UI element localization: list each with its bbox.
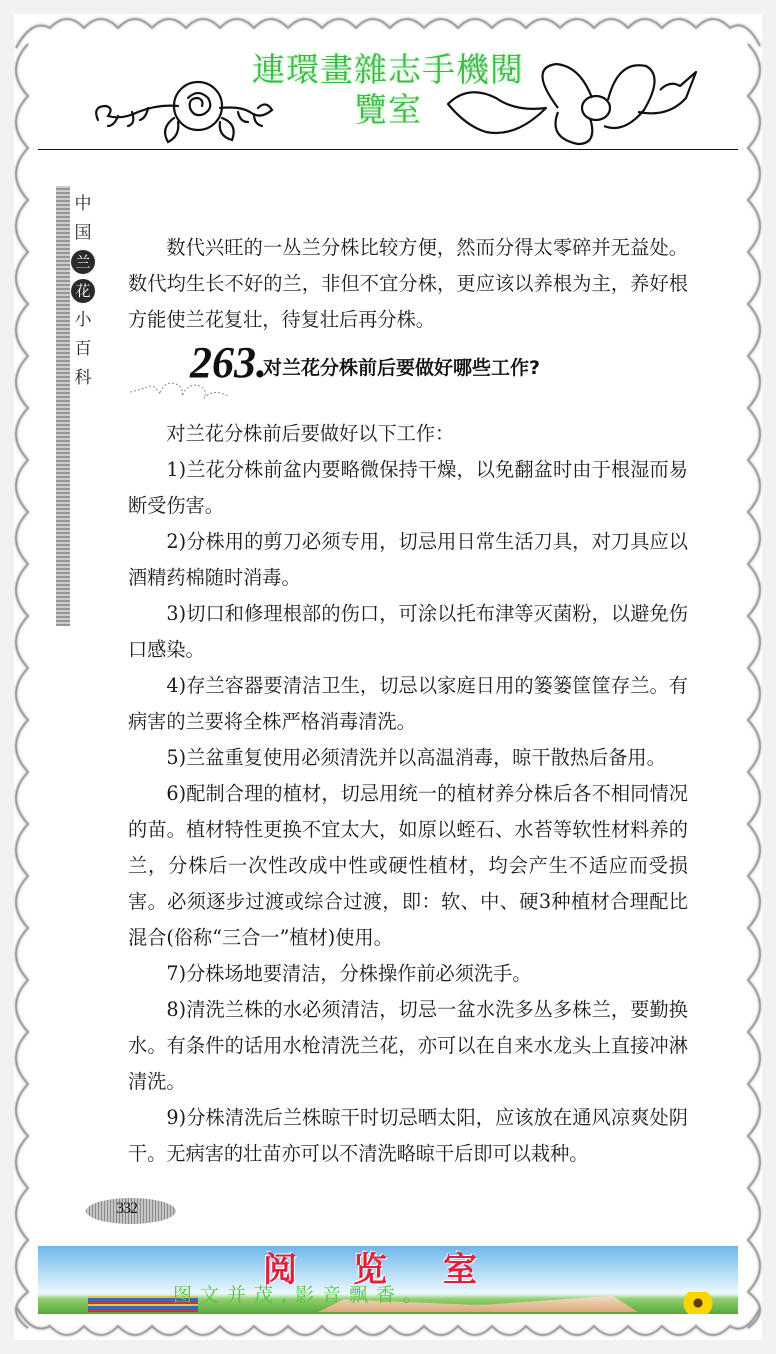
question-title: 对兰花分株前后要做好哪些工作? xyxy=(263,357,541,379)
list-item: 6)配制合理的植材，切忌用统一的植材养分株后各不相同情况的苗。植材特性更换不宜太大，如原以蛭石、水苔等软性材料养的兰，分株后一次性改成中性或硬性植材，均会产生不适应而受损害。必须逐步过渡或综合过渡，即：软、中、硬3种植材合理配比混合(俗称“三合一”植材)使用。 xyxy=(128,782,688,949)
banner-title: 阅览室 xyxy=(263,1250,533,1290)
series-char: 小 xyxy=(74,310,92,330)
list-item: 7)分株场地要清洁，分株操作前必须洗手。 xyxy=(166,962,532,985)
series-char-highlight: 兰 xyxy=(71,250,95,274)
list-item: 4)存兰容器要清洁卫生，切忌以家庭日用的篓篓筐筐存兰。有病害的兰要将全株严格消毒清洗。 xyxy=(128,674,688,733)
title-line-1: 連環畫雜志手機閱 xyxy=(252,50,524,89)
series-char: 国 xyxy=(74,223,92,243)
page-header xyxy=(38,38,738,150)
textured-bar xyxy=(56,186,70,626)
series-char: 科 xyxy=(74,368,92,388)
list-item: 2)分株用的剪刀必须专用，切忌用日常生活刀具，对刀具应以酒精药棉随时消毒。 xyxy=(128,530,688,589)
list-item: 3)切口和修理根部的伤口，可涂以托布津等灭菌粉，以避免伤口感染。 xyxy=(128,602,688,661)
banner-subtitle: 图文并茂,影音飘香。 xyxy=(173,1284,431,1306)
header-divider xyxy=(38,149,738,150)
page-number: 332 xyxy=(116,1200,137,1217)
document-page xyxy=(38,38,738,1318)
lead-paragraph: 对兰花分株前后要做好以下工作： xyxy=(166,422,455,445)
list-item: 9)分株清洗后兰株晾干时切忌晒太阳，应该放在通风凉爽处阴干。无病害的壮苗亦可以不清洗略晾干后即可以栽种。 xyxy=(128,1106,688,1165)
intro-paragraph: 数代兴旺的一丛兰分株比较方便，然而分得太零碎并无益处。数代均生长不好的兰，非但不宜分株，更应该以养根为主，养好根方能使兰花复壮，待复壮后再分株。 xyxy=(128,236,688,331)
question-number: 263. xyxy=(190,338,267,387)
article-body xyxy=(128,230,688,1172)
sunflower-icon xyxy=(678,1292,718,1314)
series-char: 中 xyxy=(74,194,92,214)
question-heading xyxy=(128,338,688,408)
list-item: 8)清洗兰株的水必须清洁，切忌一盆水洗多丛多株兰，要勤换水。有条件的话用水枪清洗兰花，亦可以在自来水龙头上直接冲淋清洗。 xyxy=(128,998,688,1093)
list-item: 1)兰花分株前盆内要略微保持干燥，以免翻盆时由于根湿而易断受伤害。 xyxy=(128,458,688,517)
series-char-highlight: 花 xyxy=(71,279,95,303)
title-line-2: 覽室 xyxy=(354,90,422,129)
reading-room-banner[interactable] xyxy=(38,1246,738,1314)
swirl-ornament-icon xyxy=(128,378,238,400)
series-label-vertical xyxy=(70,190,96,393)
page-number-badge xyxy=(86,1194,176,1228)
ribbon-bow-icon xyxy=(438,58,708,148)
list-item: 5)兰盆重复使用必须清洗并以高温消毒，晾干散热后备用。 xyxy=(166,746,666,769)
series-char: 百 xyxy=(74,339,92,359)
